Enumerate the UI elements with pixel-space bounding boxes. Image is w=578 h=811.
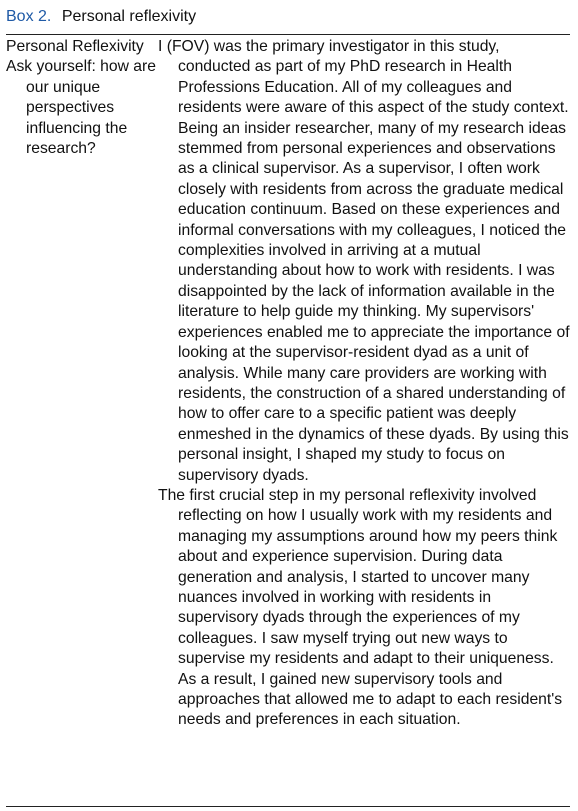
paragraph-1: I (FOV) was the primary investigator in this study, conducted as part of my PhD research in Health Professions Education. All of my colleagues and residents were aware of this aspect of the study context. Being an insider researcher, many of my research ideas stemmed from personal experiences and observations as a clinical supervisor. As a supervisor, I often work closely with residents from across the graduate medical education continuum. Based on these experiences and informal conversations with my colleagues, I noticed the complexities involved in arriving at a mutual understanding about how to work with residents. I was disappointed by the lack of information available in the literature to help guide my thinking. My supervisors' experiences enabled me to appreciate the importance of looking at the supervisor-resident dyad as a unit of analysis. While many care providers are working with residents, the construction of a shared understanding of how to offer care to a specific patient was deeply enmeshed in the dynamics of these dyads. By using this personal insight, I shaped my study to focus on supervisory dyads. <box>158 38 570 484</box>
box-label: Box 2. <box>6 8 52 25</box>
section-prompt: Ask yourself: how are our unique perspectives influencing the research? <box>6 58 156 158</box>
right-column <box>158 37 570 731</box>
top-rule <box>6 34 570 35</box>
box-caption <box>6 0 570 34</box>
left-column <box>6 37 158 159</box>
section-heading: Personal Reflexivity <box>6 38 144 55</box>
bottom-rule <box>6 806 570 807</box>
paragraph-2: The first crucial step in my personal reflexivity involved reflecting on how I usually work with my residents and managing my assumptions around how my peers think about and experience supervision. During data generation and analysis, I started to uncover many nuances involved in working with residents in supervisory dyads through the experiences of my colleagues. I saw myself trying out new ways to supervise my residents and adapt to their uniqueness. As a result, I gained new supervisory tools and approaches that allowed me to adapt to each resident's needs and preferences in each situation. <box>158 486 563 729</box>
content-row <box>6 37 570 731</box>
box-title: Personal reflexivity <box>61 8 197 25</box>
